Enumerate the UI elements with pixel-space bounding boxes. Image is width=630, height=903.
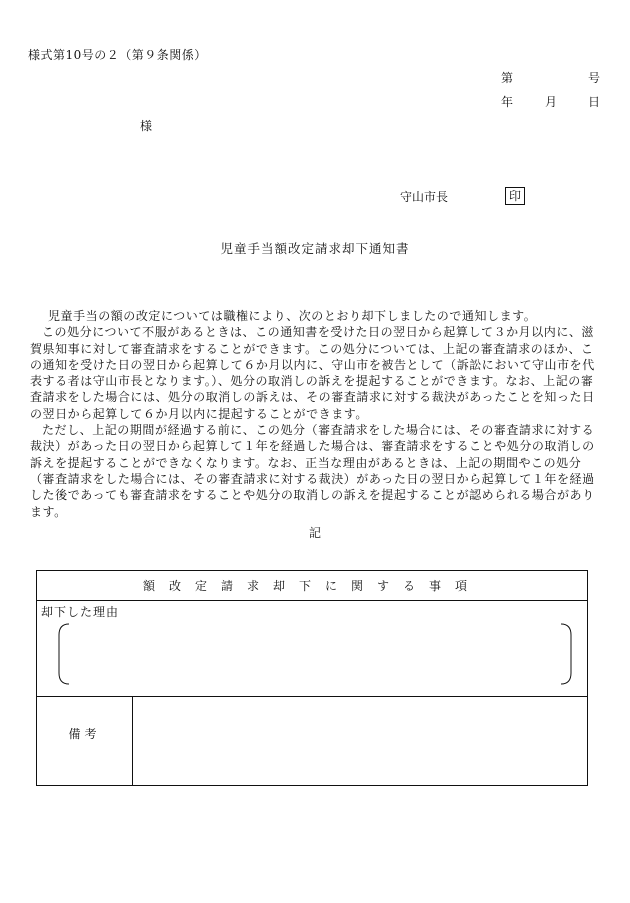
document-title: 児童手当額改定請求却下通知書: [220, 241, 410, 256]
notice-paragraph: この処分について不服があるときは、この通知書を受けた日の翌日から起算して３か月以内に、滋賀県知事に対して審査請求をすることができます。この処分については、上記の審査請求のほか、この通知を受けた日の翌日から起算して６か月以内に、守山市を被告として（訴訟において守山市を代表する者は守山市長となります。）、処分の取消しの訴えを提起することができます。なお、上記の審査請求をした場合には、処分の取消しの訴えは、その審査請求に対する裁決があったことを知った日の翌日から起算して６か月以内に提起することができます。: [30, 325, 595, 421]
notice-paragraph: 児童手当の額の改定については職権により、次のとおり却下しましたので通知します。: [48, 309, 537, 323]
ki-marker: 記: [308, 526, 321, 540]
document-number-label: 第: [501, 71, 514, 85]
form-number: 様式第10号の２（第９条関係）: [28, 48, 207, 62]
rejection-details-table: [36, 570, 588, 786]
remarks-label: 備考: [37, 697, 133, 785]
document-number-suffix: 号: [588, 71, 601, 85]
addressee-honorific: 様: [140, 119, 153, 133]
date-day-label: 日: [588, 95, 601, 109]
reason-label: 却下した理由: [41, 605, 120, 619]
remarks-row: [37, 697, 587, 785]
table-heading: 額改定請求却下に関する事項: [37, 571, 587, 601]
date-year-label: 年: [501, 95, 514, 109]
reason-bracket: [57, 623, 573, 685]
issuer-name: 守山市長: [400, 190, 449, 204]
notice-body: [30, 308, 602, 520]
seal-mark: 印: [505, 187, 525, 205]
remarks-value[interactable]: [133, 697, 587, 785]
notice-paragraph: ただし、上記の期間が経過する前に、この処分（審査請求をした場合には、その審査請求に対する裁決）があった日の翌日から起算して１年を経過した場合は、審査請求をすることや処分の取消しの訴えを提起することができなくなります。なお、正当な理由があるときは、上記の期間やこの処分（審査請求をした場合には、その審査請求に対する裁決）があった日の翌日から起算して１年を経過した後であっても審査請求をすることや処分の取消しの訴えを提起することが認められる場合があります。: [30, 423, 595, 519]
date-month-label: 月: [545, 95, 558, 109]
